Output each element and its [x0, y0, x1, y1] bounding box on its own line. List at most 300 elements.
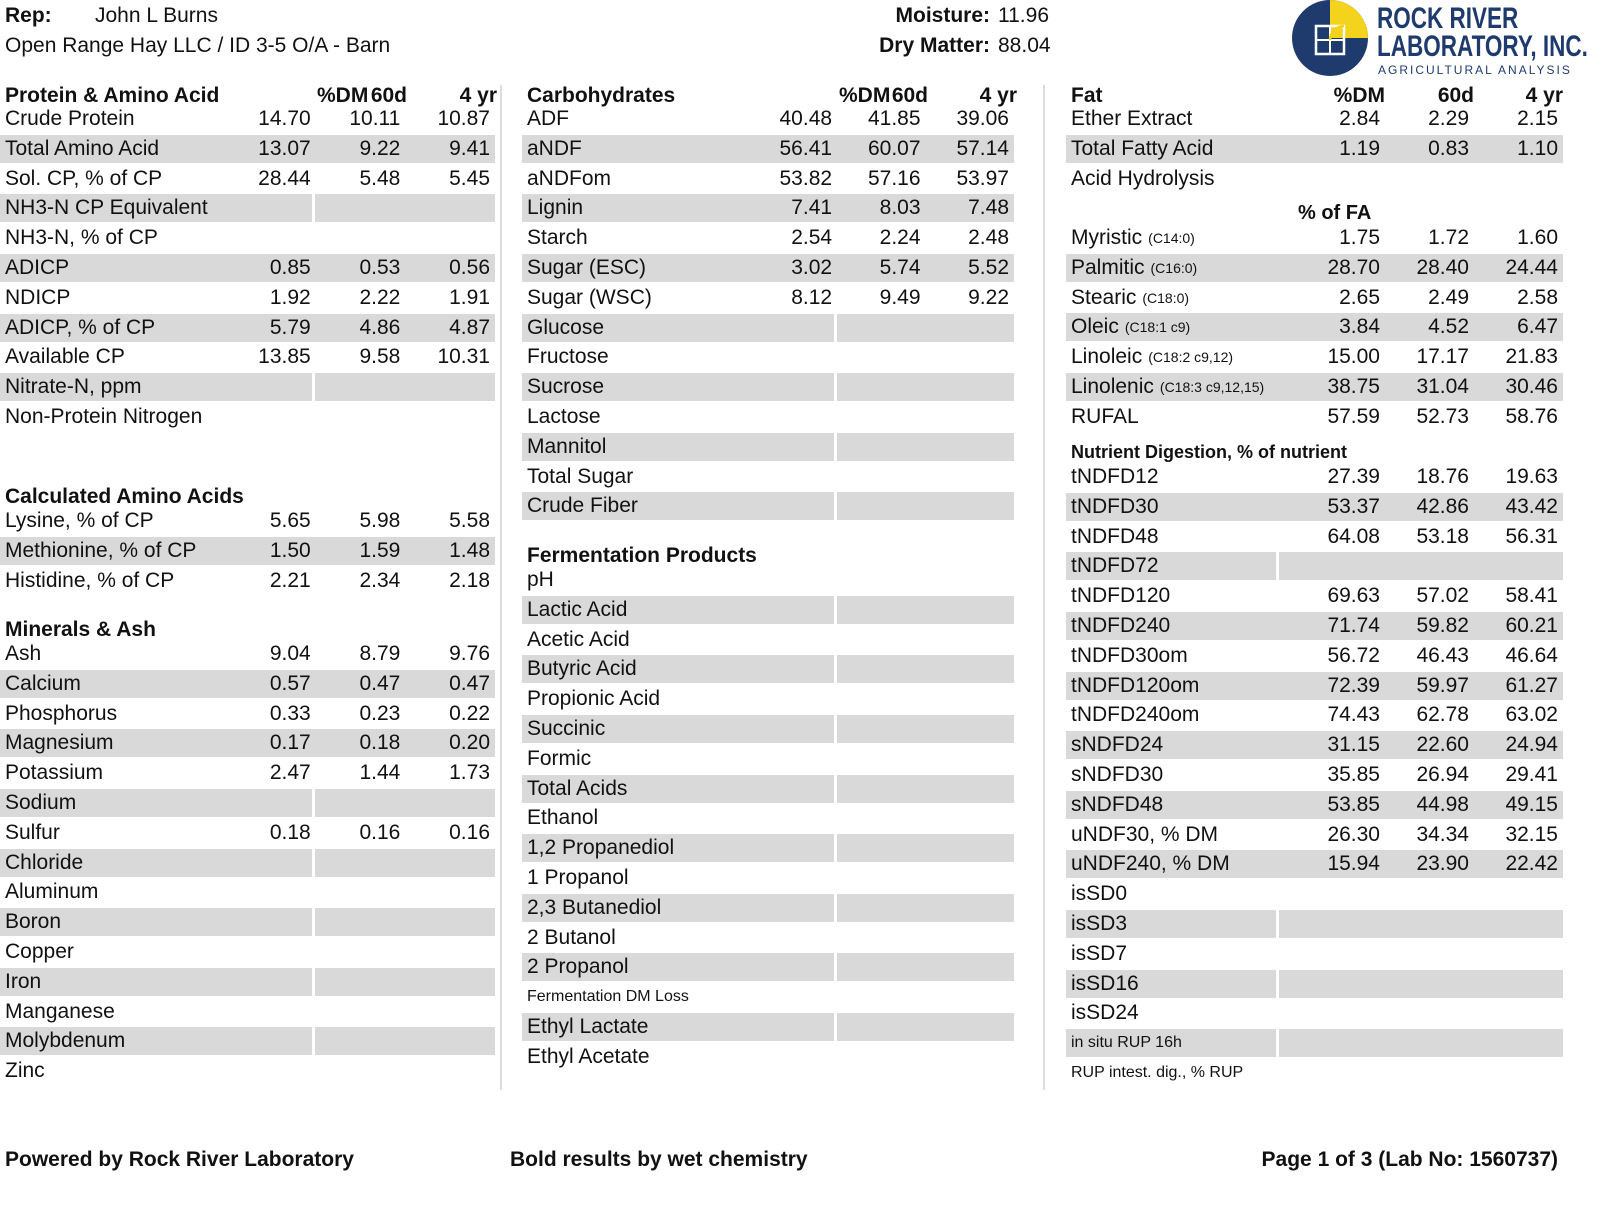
row-label-text: tNDFD48 — [1071, 524, 1159, 548]
value-yr4: 4.87 — [405, 314, 495, 342]
row-label — [1066, 642, 1276, 670]
value-d60: 57.02 — [1416, 584, 1469, 608]
row-label — [1066, 224, 1276, 252]
table-row — [522, 596, 1014, 624]
row-label-text: Aluminum — [5, 880, 99, 904]
value-dm: 40.48 — [779, 107, 833, 130]
row-label — [1066, 1029, 1276, 1057]
value-cell — [834, 343, 1014, 371]
table-row — [522, 626, 1014, 654]
value-dm: 27.39 — [1327, 465, 1380, 488]
row-label — [0, 729, 311, 757]
row-label — [1066, 1059, 1276, 1087]
row-label-text: Linoleic — [1071, 345, 1143, 369]
value-dm: 64.08 — [1327, 524, 1380, 548]
value-d60: 4.86 — [316, 314, 406, 342]
row-label-text: Ether Extract — [1071, 107, 1193, 130]
value-d60: 0.83 — [1385, 135, 1474, 163]
value-d60: 2.24 — [879, 226, 921, 250]
value-yr4: 22.42 — [1474, 850, 1563, 878]
value-dm: 14.70 — [258, 107, 311, 130]
table-row — [522, 314, 1014, 342]
row-label — [522, 745, 834, 773]
row-label-text: RUFAL — [1071, 404, 1139, 428]
row-label-text: Butyric Acid — [527, 657, 637, 681]
value-d60: 44.98 — [1385, 791, 1474, 819]
value-yr4: 0.20 — [405, 729, 495, 757]
row-label-text: tNDFD72 — [1071, 554, 1159, 578]
value-cell — [312, 878, 495, 906]
row-label — [522, 775, 834, 803]
value-yr4: 7.48 — [926, 194, 1014, 222]
row-label-text: Succinic — [527, 717, 606, 740]
value-yr4: 24.94 — [1474, 731, 1563, 759]
value-yr4: 53.97 — [956, 166, 1009, 190]
table-row — [0, 998, 495, 1026]
table-row — [1066, 642, 1563, 670]
value-d60: 28.40 — [1385, 254, 1474, 282]
fatty-acid-code: (C18:0) — [1142, 289, 1190, 306]
row-label — [522, 566, 834, 594]
row-label — [0, 403, 312, 431]
table-row — [522, 834, 1014, 862]
table-row — [1066, 1029, 1563, 1057]
row-label — [522, 715, 834, 743]
row-label-text: Fructose — [527, 345, 609, 369]
row-label — [0, 938, 312, 966]
table-row — [522, 894, 1014, 922]
row-label — [522, 655, 834, 683]
table-row — [0, 314, 495, 342]
table-row — [522, 775, 1014, 803]
value-d60: 26.94 — [1416, 763, 1469, 786]
row-label — [1066, 672, 1276, 700]
row-label-text: pH — [527, 568, 554, 591]
row-label — [522, 194, 832, 222]
row-label — [0, 567, 311, 595]
value-cell — [834, 463, 1014, 491]
section-title: Nutrient Digestion, % of nutrient — [1071, 442, 1347, 462]
value-d60: 0.47 — [316, 670, 406, 698]
value-d60: 1.59 — [316, 537, 406, 565]
value-dm: 74.43 — [1327, 703, 1380, 727]
value-yr4: 24.44 — [1474, 254, 1563, 282]
table-row — [522, 953, 1014, 981]
footer-right: Page 1 of 3 (Lab No: 1560737) — [1261, 1148, 1558, 1171]
value-yr4: 10.87 — [437, 107, 490, 130]
value-cell — [834, 685, 1014, 713]
row-label-text: sNDFD48 — [1071, 792, 1164, 816]
row-label-text: Ethyl Lactate — [527, 1015, 649, 1038]
value-yr4: 0.56 — [405, 254, 495, 282]
row-label-text: tNDFD120 — [1071, 584, 1171, 608]
row-label-text: Crude Protein — [5, 107, 135, 130]
table-row — [522, 745, 1014, 773]
value-yr4: 1.10 — [1474, 135, 1563, 163]
column-divider — [1043, 85, 1045, 1090]
row-label — [0, 878, 312, 906]
row-label-text: in situ RUP 16h — [1071, 1034, 1182, 1052]
value-dm: 1.92 — [269, 285, 311, 309]
row-label — [1066, 970, 1276, 998]
row-label-text: Sucrose — [527, 375, 605, 399]
value-yr4: 58.41 — [1505, 584, 1558, 608]
value-yr4: 29.41 — [1505, 763, 1558, 786]
row-label-text: 2,3 Butanediol — [527, 895, 662, 919]
value-yr4: 39.06 — [956, 107, 1009, 130]
table-row — [0, 908, 495, 936]
row-label-text: Fermentation DM Loss — [527, 988, 689, 1006]
row-label — [1066, 910, 1276, 938]
table-row — [1066, 284, 1563, 312]
row-label-text: Oleic — [1071, 315, 1119, 339]
value-yr4: 0.16 — [449, 820, 490, 844]
value-yr4: 2.58 — [1517, 285, 1558, 309]
value-yr4: 1.48 — [405, 537, 495, 565]
value-dm: 9.04 — [269, 642, 311, 665]
moisture-label: Moisture: — [895, 4, 990, 27]
row-label-text: Potassium — [5, 761, 104, 785]
fatty-acid-code: (C18:1 c9) — [1124, 319, 1191, 336]
value-cell — [1276, 552, 1563, 580]
table-row — [522, 983, 1014, 1011]
value-cell — [1276, 999, 1563, 1027]
table-row — [1066, 403, 1563, 431]
value-dm: 31.15 — [1276, 731, 1385, 759]
row-label — [522, 492, 834, 520]
row-label — [1066, 254, 1276, 282]
row-label-text: Acid Hydrolysis — [1071, 166, 1215, 190]
row-label — [0, 224, 312, 252]
value-yr4: 2.15 — [1517, 107, 1558, 130]
table-row — [522, 165, 1014, 193]
value-cell — [312, 849, 495, 877]
value-d60: 17.17 — [1416, 345, 1469, 369]
value-yr4: 56.31 — [1505, 524, 1558, 548]
row-label — [522, 373, 834, 401]
value-d60: 1.44 — [359, 761, 401, 785]
table-row — [522, 373, 1014, 401]
row-label — [1066, 821, 1276, 849]
row-label-text: Total Amino Acid — [5, 136, 160, 160]
table-row — [522, 224, 1014, 252]
footer-center: Bold results by wet chemistry — [510, 1148, 808, 1171]
value-d60: 62.78 — [1416, 703, 1469, 727]
row-label-text: Magnesium — [5, 731, 114, 755]
value-yr4: 0.22 — [449, 701, 490, 725]
row-label-text: Zinc — [5, 1059, 45, 1083]
section-title: Minerals & Ash — [5, 618, 156, 641]
row-label — [0, 1027, 312, 1055]
table-row — [0, 567, 495, 595]
table-row — [1066, 880, 1563, 908]
table-row — [1066, 493, 1563, 521]
row-label — [1066, 523, 1276, 551]
value-dm: 71.74 — [1276, 612, 1385, 640]
value-d60: 10.11 — [349, 107, 401, 130]
row-label-text: NH3-N CP Equivalent — [5, 196, 208, 220]
row-label-text: 1 Propanol — [527, 866, 629, 889]
value-yr4: 1.73 — [449, 761, 490, 785]
row-label-text: Nitrate-N, ppm — [5, 375, 142, 399]
company-logo — [1290, 0, 1622, 80]
section-title: Protein & Amino Acid — [5, 84, 220, 107]
value-d60: 59.97 — [1385, 672, 1474, 700]
row-label — [0, 789, 312, 817]
value-cell — [312, 908, 495, 936]
value-dm: 2.65 — [1339, 285, 1380, 309]
table-row — [0, 700, 495, 728]
table-row — [522, 194, 1014, 222]
table-row — [0, 403, 495, 431]
table-row — [1066, 940, 1563, 968]
value-dm: 15.00 — [1327, 345, 1380, 369]
fatty-acid-code: (C16:0) — [1150, 259, 1198, 276]
row-label — [522, 433, 834, 461]
value-cell — [312, 1027, 495, 1055]
row-label — [0, 700, 311, 728]
table-row — [0, 135, 495, 163]
row-label-text: Lignin — [527, 196, 584, 220]
table-row — [1066, 224, 1563, 252]
row-label — [522, 284, 832, 312]
row-label-text: Palmitic — [1071, 255, 1145, 279]
row-label-text: Formic — [527, 746, 592, 770]
table-row — [522, 804, 1014, 832]
value-dm: 56.72 — [1327, 643, 1380, 667]
section-title: Calculated Amino Acids — [5, 485, 244, 508]
row-label — [1066, 850, 1276, 878]
row-label-text: RUP intest. dig., % RUP — [1071, 1064, 1244, 1081]
row-label-text: Histidine, % of CP — [5, 568, 175, 592]
table-row — [522, 685, 1014, 713]
row-label-text: Starch — [527, 226, 588, 250]
row-label — [1066, 940, 1276, 968]
row-label — [522, 463, 834, 491]
row-label-text: Phosphorus — [5, 701, 118, 725]
row-label — [522, 1043, 834, 1071]
row-label — [522, 864, 834, 892]
row-label-text: Boron — [5, 910, 62, 934]
value-d60: 34.34 — [1416, 822, 1469, 846]
value-yr4: 0.47 — [405, 670, 495, 698]
logo-tagline: AGRICULTURAL ANALYSIS — [1378, 63, 1572, 77]
value-d60: 8.03 — [837, 194, 925, 222]
table-row — [1066, 672, 1563, 700]
value-dm: 0.18 — [269, 820, 311, 844]
row-label-text: Lactose — [527, 405, 601, 428]
value-cell — [834, 894, 1014, 922]
row-label-text: tNDFD240 — [1071, 614, 1171, 637]
value-d60: 42.86 — [1385, 493, 1474, 521]
table-row — [0, 789, 495, 817]
row-label — [0, 670, 311, 698]
value-yr4: 2.18 — [449, 568, 490, 592]
footer-left: Powered by Rock River Laboratory — [5, 1148, 354, 1171]
value-dm: 2.54 — [791, 226, 833, 250]
row-label — [522, 596, 834, 624]
value-cell — [834, 373, 1014, 401]
value-cell — [834, 775, 1014, 803]
table-row — [1066, 999, 1563, 1027]
row-label — [1066, 761, 1276, 789]
table-row — [522, 135, 1014, 163]
row-label — [0, 373, 312, 401]
value-yr4: 46.64 — [1505, 643, 1558, 667]
table-row — [522, 403, 1014, 431]
row-label — [1066, 791, 1276, 819]
row-label-text: isSD3 — [1071, 912, 1128, 935]
value-cell — [1276, 910, 1563, 938]
value-d60: 2.34 — [359, 568, 401, 592]
row-label — [1066, 165, 1276, 193]
row-label-text: tNDFD12 — [1071, 465, 1159, 488]
column-header-d60: 60d — [1437, 84, 1474, 107]
column-header-d60: 60d — [891, 84, 928, 107]
row-label-text: Linolenic — [1071, 375, 1154, 398]
table-row — [522, 864, 1014, 892]
value-cell — [834, 1043, 1014, 1071]
value-yr4: 1.60 — [1517, 226, 1558, 249]
table-row — [1066, 1059, 1563, 1087]
row-label — [1066, 880, 1276, 908]
row-label-text: Available CP — [5, 345, 125, 369]
value-cell — [834, 433, 1014, 461]
row-label — [1066, 612, 1276, 640]
row-label — [1066, 343, 1276, 371]
rep-name: John L Burns — [95, 4, 218, 27]
table-row — [0, 878, 495, 906]
column-header-dm: %DM — [317, 84, 369, 107]
value-dm: 35.85 — [1327, 763, 1380, 786]
row-label — [0, 537, 311, 565]
value-d60: 8.79 — [359, 642, 401, 665]
row-label-text: Myristic — [1071, 226, 1143, 249]
table-row — [0, 284, 495, 312]
value-cell — [312, 373, 495, 401]
table-row — [0, 968, 495, 996]
row-label — [0, 284, 311, 312]
row-label — [1066, 552, 1276, 580]
table-row — [1066, 910, 1563, 938]
section-title: Fat — [1071, 84, 1103, 107]
table-row — [522, 924, 1014, 952]
value-yr4: 6.47 — [1474, 313, 1563, 341]
table-row — [1066, 791, 1563, 819]
table-row — [1066, 373, 1563, 401]
rep-label: Rep: — [5, 4, 52, 27]
table-row — [0, 194, 495, 222]
value-yr4: 5.45 — [449, 166, 490, 190]
value-dm: 15.94 — [1276, 850, 1385, 878]
value-d60: 0.16 — [359, 820, 401, 844]
table-row — [0, 343, 495, 371]
table-row — [0, 254, 495, 282]
table-row — [522, 433, 1014, 461]
row-label — [1066, 582, 1276, 610]
row-label-text: isSD16 — [1071, 971, 1139, 995]
row-label-text: Sugar (WSC) — [527, 285, 652, 309]
value-dm: 26.30 — [1327, 822, 1380, 846]
table-row — [522, 254, 1014, 282]
table-row — [0, 729, 495, 757]
table-row — [0, 759, 495, 787]
value-cell — [312, 224, 495, 252]
value-dm: 28.44 — [258, 166, 311, 190]
value-d60: 4.52 — [1385, 313, 1474, 341]
row-label-text: tNDFD30om — [1071, 643, 1188, 667]
table-row — [1066, 254, 1563, 282]
value-cell — [312, 194, 495, 222]
row-label-text: aNDFom — [527, 166, 612, 190]
column-header-yr4: 4 yr — [979, 84, 1017, 107]
table-row — [1066, 612, 1563, 640]
table-row — [0, 537, 495, 565]
row-label-text: tNDFD120om — [1071, 673, 1200, 697]
table-row — [522, 343, 1014, 371]
value-cell — [834, 596, 1014, 624]
table-row — [1066, 970, 1563, 998]
value-cell — [312, 789, 495, 817]
value-yr4: 58.76 — [1505, 404, 1558, 428]
value-yr4: 5.52 — [926, 254, 1014, 282]
row-label-text: Sulfur — [5, 820, 60, 844]
row-label — [0, 998, 312, 1026]
logo-mark-icon — [1290, 0, 1370, 80]
value-d60: 18.76 — [1416, 465, 1469, 488]
row-label-text: Sol. CP, % of CP — [5, 166, 163, 190]
row-label-text: 2 Butanol — [527, 925, 616, 949]
table-row — [0, 507, 495, 535]
value-cell — [1276, 970, 1563, 998]
value-dm: 2.21 — [269, 568, 311, 592]
row-label-text: sNDFD24 — [1071, 733, 1164, 757]
row-label-text: 2 Propanol — [527, 955, 629, 979]
value-yr4: 32.15 — [1505, 822, 1558, 846]
value-d60: 46.43 — [1416, 643, 1469, 667]
fatty-acid-code: (C18:3 c9,12,15) — [1159, 379, 1265, 395]
value-cell — [834, 626, 1014, 654]
value-yr4: 1.91 — [449, 285, 490, 309]
value-cell — [1276, 940, 1563, 968]
row-label — [1066, 105, 1276, 133]
value-cell — [1276, 1029, 1563, 1057]
table-row — [1066, 582, 1563, 610]
value-yr4: 57.14 — [926, 135, 1014, 163]
row-label-text: isSD0 — [1071, 882, 1128, 906]
value-cell — [312, 998, 495, 1026]
row-label-text: Chloride — [5, 850, 84, 874]
column-header-dm: %DM — [839, 84, 891, 107]
value-dm: 69.63 — [1327, 584, 1380, 608]
table-row — [1066, 731, 1563, 759]
table-row — [1066, 165, 1563, 193]
value-d60: 57.16 — [867, 166, 921, 190]
row-label-text: Ethyl Acetate — [527, 1044, 650, 1068]
value-d60: 0.23 — [359, 701, 401, 725]
row-label — [1066, 403, 1276, 431]
table-row — [0, 670, 495, 698]
row-label — [522, 834, 834, 862]
row-label-text: Ethanol — [527, 806, 599, 830]
value-d60: 31.04 — [1385, 373, 1474, 401]
row-label-text: ADICP, % of CP — [5, 315, 156, 339]
row-label — [522, 894, 834, 922]
row-label — [522, 254, 832, 282]
value-cell — [834, 834, 1014, 862]
value-dm: 53.82 — [779, 166, 833, 190]
value-d60: 60.07 — [837, 135, 925, 163]
